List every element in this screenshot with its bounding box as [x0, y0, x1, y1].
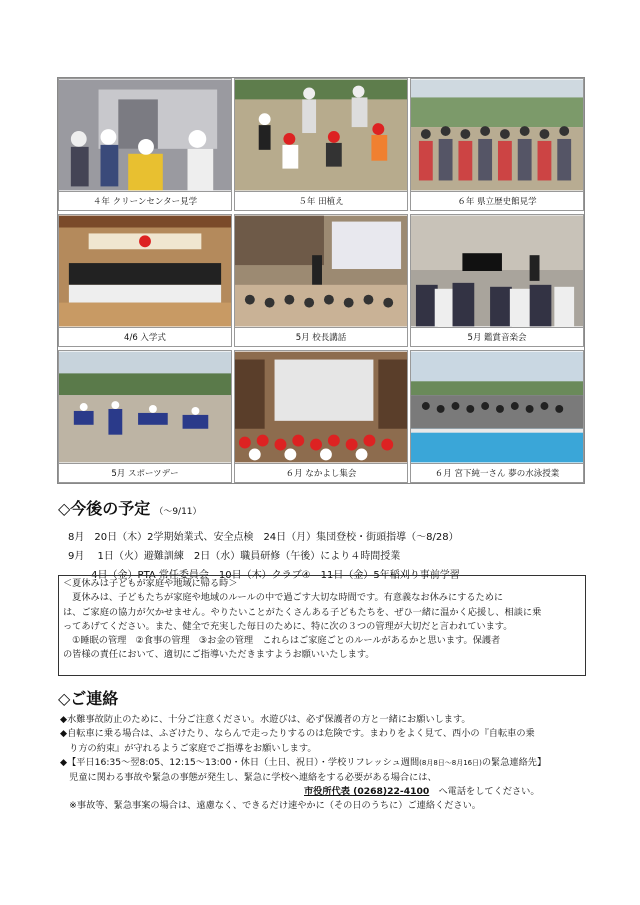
contact-line: ◆水難事故防止のために、十分ご注意ください。水遊びは、必ず保護者の方と一緒にお願いします。: [60, 714, 471, 725]
photo-cell: [410, 214, 584, 347]
contact-line-part: ◆【平日16:35～翌8:05、12:15～13:00・休日（土日、祝日）・学校リフレッシュ週間: [60, 757, 420, 769]
photo-grid: [57, 77, 585, 484]
photo-friendship-assembly: [235, 351, 407, 463]
summer-notice-line: 夏休みは、子どもたちが家庭や地域のルールの中で過ごす大切な時間です。有意義なお休みにするために: [63, 592, 504, 604]
photo-principal-talk: [235, 215, 407, 327]
phone-number[interactable]: 市役所代表 (0268)22-4100: [304, 786, 430, 798]
contact-line-part: の緊急連絡先】: [481, 757, 547, 769]
photo-caption: 5月 校長講話: [235, 327, 407, 346]
photo-cell: [234, 78, 408, 211]
contact-period: (8月8日～8月16日): [419, 759, 482, 768]
photo-entrance-ceremony: [59, 215, 231, 327]
photo-sports-day: [59, 351, 231, 463]
summer-notice-box: [58, 575, 586, 676]
summer-notice-line: ってあげてください。また、健全で充実した毎日のために、特に次の３つの管理が大切だと言われています。: [63, 620, 513, 632]
photo-caption: ６年 県立歴史館見学: [411, 191, 583, 210]
photo-cell: [58, 78, 232, 211]
summer-notice-line: ①睡眠の管理 ②食事の管理 ③お金の管理 これらはご家庭ごとのルールがあるかと思います。保護者: [63, 635, 501, 647]
contact-line: [60, 785, 590, 799]
contact-title: ◇ご連絡: [58, 689, 119, 708]
photo-caption: ５年 田植え: [235, 191, 407, 210]
contact-line: ※事故等、緊急事案の場合は、遠慮なく、できるだけ速やかに（その日のうちに）ご連絡ください。: [60, 800, 481, 812]
photo-cell: [410, 350, 584, 483]
photo-caption: ６月 宮下純一さん 夢の水泳授業: [411, 463, 583, 482]
schedule-range: （～9/11）: [154, 507, 202, 517]
photo-caption: 5月 スポーツデー: [59, 463, 231, 482]
schedule-title: [58, 496, 202, 519]
photo-clean-center: [59, 79, 231, 191]
photo-caption: 5月 鑑賞音楽会: [411, 327, 583, 346]
schedule-title-text: ◇今後の予定: [58, 499, 151, 518]
contact-line: 児童に関わる事故や緊急の事態が発生し、緊急に学校へ連絡をする必要がある場合には、: [60, 771, 437, 783]
contact-line: り方の約束』が守れるようご家庭でご指導をお願いします。: [60, 742, 317, 754]
summer-notice-line: の皆様の責任において、適切にご指導いただきますようお願いいたします。: [63, 649, 375, 661]
photo-cell: [58, 214, 232, 347]
summer-notice-line: は、ご家庭の協力が欠かせません。やりたいことがたくさんある子どもたちを、ぜひ一緒に温かく応援し、相談に乗: [63, 606, 542, 618]
photo-music-concert: [411, 215, 583, 327]
photo-rice-planting: [235, 79, 407, 191]
photo-caption: ６月 なかよし集会: [235, 463, 407, 482]
photo-history-museum: [411, 79, 583, 191]
summer-notice-heading: ＜夏休みは子どもが家庭や地域に帰る時＞: [63, 578, 238, 589]
photo-cell: [234, 214, 408, 347]
schedule-line: 9月 1日（火）避難訓練 2日（水）職員研修（午後）により４時間授業: [68, 551, 401, 562]
contact-line: ◆自転車に乗る場合は、ふざけたり、ならんで走ったりするのは危険です。まわりをよく見て、西小の『自転車の乗: [60, 728, 535, 740]
photo-cell: [58, 350, 232, 483]
schedule-line: 8月 20日（木）2学期始業式、安全点検 24日（月）集団登校・街頭指導（～8/28）: [68, 532, 459, 543]
contact-line: [60, 756, 590, 770]
photo-cell: [410, 78, 584, 211]
contact-line-part: へ電話をしてください。: [429, 786, 540, 798]
schedule-line: 4日（金）PTA 常任委員会 10日（木）クラブ④ 11日（金）5年稲刈り事前学習: [68, 570, 460, 581]
photo-caption: ４年 クリーンセンター見学: [59, 191, 231, 210]
photo-swimming-class: [411, 351, 583, 463]
photo-caption: 4/6 入学式: [59, 327, 231, 346]
photo-cell: [234, 350, 408, 483]
contact-notes: [60, 713, 590, 814]
